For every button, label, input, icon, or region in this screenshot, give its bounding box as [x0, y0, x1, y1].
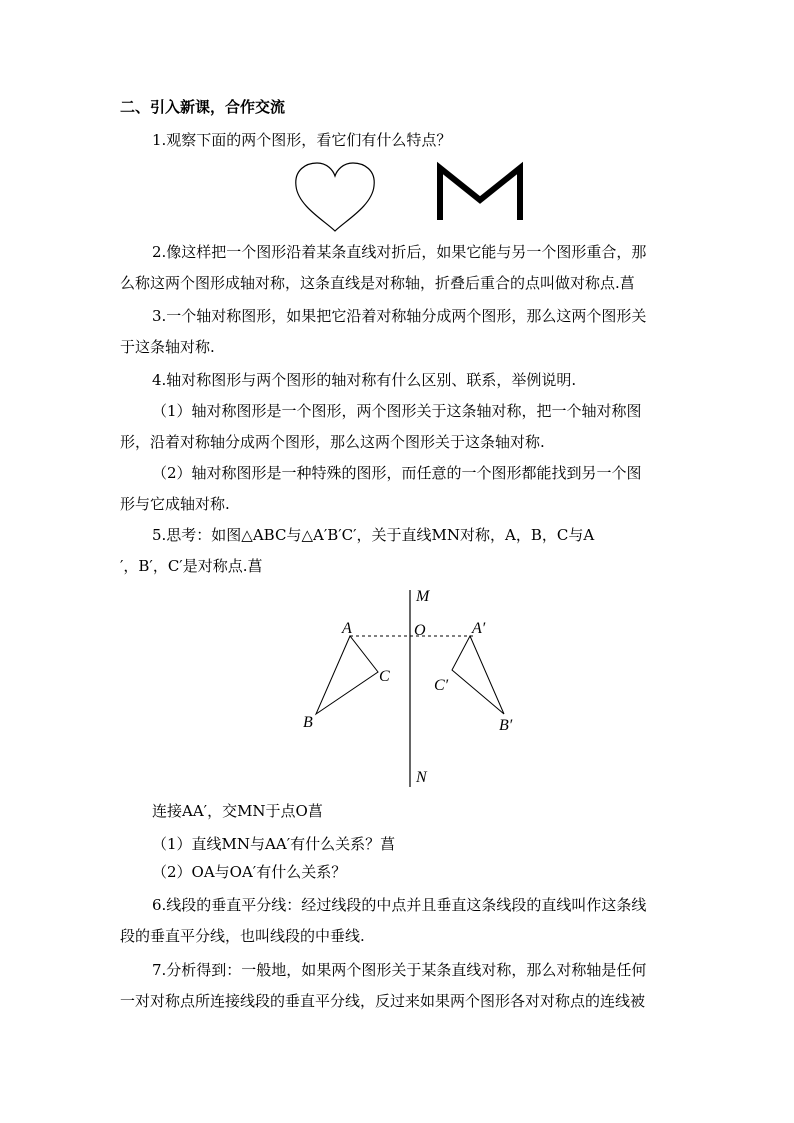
- item-4-point-1-line-1: （1）轴对称图形是一个图形，两个图形关于这条轴对称，把一个轴对称图: [152, 402, 642, 420]
- heart-shape: [296, 163, 374, 231]
- label-a-prime: A′: [472, 620, 486, 637]
- item-3-line-2: 于这条轴对称.: [120, 338, 215, 356]
- item-4-point-1-line-2: 形，沿着对称轴分成两个图形，那么这两个图形关于这条轴对称.: [120, 433, 545, 451]
- item-4: 4.轴对称图形与两个图形的轴对称有什么区别、联系，举例说明.: [152, 371, 577, 389]
- item-3-line-1: 3.一个轴对称图形，如果把它沿着对称轴分成两个图形，那么这两个图形关: [152, 307, 647, 325]
- item-2-line-2: 么称这两个图形成轴对称，这条直线是对称轴，折叠后重合的点叫做对称点.菖: [120, 274, 635, 292]
- label-m: M: [416, 588, 430, 605]
- label-a: A: [342, 620, 352, 637]
- item-7-line-1: 7.分析得到：一般地，如果两个图形关于某条直线对称，那么对称轴是任何: [152, 961, 647, 979]
- triangle-abc: [316, 636, 378, 714]
- item-2-line-1: 2.像这样把一个图形沿着某条直线对折后，如果它能与另一个图形重合，那: [152, 243, 647, 261]
- label-o: O: [414, 622, 426, 639]
- item-7-line-2: 一对对称点所连接线段的垂直平分线，反过来如果两个图形各对对称点的连线被: [120, 992, 646, 1010]
- item-4-point-2-line-1: （2）轴对称图形是一种特殊的图形，而任意的一个图形都能找到另一个图: [152, 464, 642, 482]
- label-c: C: [379, 668, 390, 685]
- question-2: （2）OA与OA′有什么关系？: [152, 863, 347, 881]
- connect-line: 连接AA′，交MN于点O菖: [152, 802, 323, 820]
- symmetry-figure: [290, 582, 530, 792]
- section-heading: 二、引入新课，合作交流: [120, 98, 286, 116]
- label-b: B: [303, 714, 313, 731]
- label-b-prime: B′: [499, 717, 513, 734]
- item-4-point-2-line-2: 形与它成轴对称.: [120, 495, 230, 513]
- item-5-line-2: ′，B′，C′是对称点.菖: [120, 557, 263, 575]
- item-6-line-1: 6.线段的垂直平分线：经过线段的中点并且垂直这条线段的直线叫作这条线: [152, 896, 647, 914]
- m-shape: [440, 168, 520, 220]
- item-1: 1.观察下面的两个图形，看它们有什么特点？: [152, 131, 452, 149]
- triangle-abc-prime: [452, 636, 504, 714]
- item-5-line-1: 5.思考：如图△ABC与△A′B′C′，关于直线MN对称，A，B，C与A: [152, 526, 595, 544]
- item-6-line-2: 段的垂直平分线，也叫线段的中垂线.: [120, 927, 365, 945]
- shapes-figure: [290, 158, 540, 238]
- label-n: N: [416, 769, 427, 786]
- question-1: （1）直线MN与AA′有什么关系？菖: [152, 835, 396, 853]
- label-c-prime: C′: [434, 677, 449, 694]
